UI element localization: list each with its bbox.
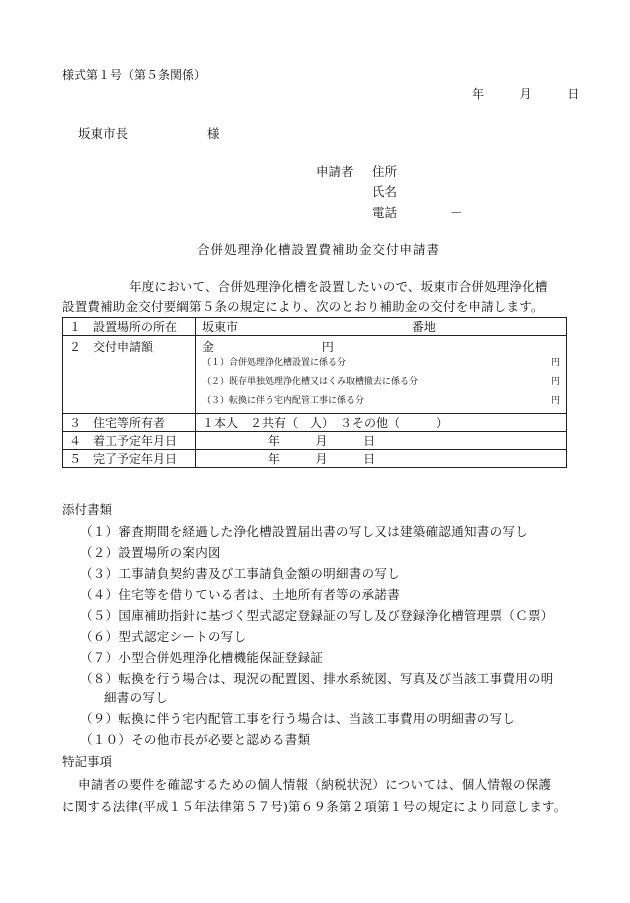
owner-value[interactable]: １本人 ２共有（ 人） ３その他（ ） — [196, 414, 567, 432]
end-year: 年 — [267, 452, 280, 466]
application-table — [62, 317, 567, 468]
notes-line-2: に関する法律(平成１５年法律第５７号)第６９条第２項第１号の規定により同意します。 — [62, 799, 567, 814]
table-row — [63, 318, 567, 336]
end-date-value[interactable] — [196, 450, 567, 468]
amount-item: （２）既存単独処理浄化槽又はくみ取槽撤去に係る分 円 — [202, 377, 560, 387]
attachment-item: （９）転換に伴う宅内配管工事を行う場合は、当該工事費用の明細書の写し — [80, 711, 516, 726]
start-day: 日 — [363, 434, 376, 448]
date-day: 日 — [567, 87, 580, 101]
attachment-item: （３）工事請負契約書及び工事請負金額の明細書の写し — [80, 566, 401, 581]
location-label: １ 設置場所の所在 — [63, 318, 196, 336]
amount-value[interactable] — [196, 336, 567, 414]
attachment-item: （６）型式認定シートの写し — [80, 629, 247, 644]
amount-kin: 金 — [202, 340, 215, 354]
attachment-item: （８）転換を行う場合は、現況の配置図、排水系統図、写真及び当該工事費用の明 — [80, 671, 554, 686]
attachment-item: （１）審査期間を経過した浄化槽設置届出書の写し又は建築確認通知書の写し — [80, 524, 529, 539]
form-number: 様式第１号（第５条関係） — [62, 68, 207, 82]
amount-item: （１）合併処理浄化槽設置に係る分 円 — [202, 358, 560, 368]
attachment-item: （２）設置場所の案内図 — [80, 545, 221, 560]
location-banchi: 番地 — [411, 320, 436, 334]
attachment-item: （４）住宅等を借りている者は、土地所有者等の承諾書 — [80, 587, 401, 602]
applicant-address-label: 住所 — [372, 164, 398, 179]
applicant-phone-dash: － — [450, 205, 463, 220]
owner-label: ３ 住宅等所有者 — [63, 414, 196, 432]
start-date-value[interactable] — [196, 432, 567, 450]
attachment-item-continued: 細書の写し — [104, 690, 169, 705]
end-month: 月 — [315, 452, 328, 466]
notes-line-1: 申請者の要件を確認するための個人情報（納税状況）については、個人情報の保護 — [78, 777, 552, 792]
attachment-item: （１０）その他市長が必要と認める書類 — [80, 732, 311, 747]
end-date-label: ５ 完了予定年月日 — [63, 450, 196, 468]
amount-yen: 円 — [321, 340, 334, 354]
date-year: 年 — [472, 87, 485, 101]
location-city: 坂東市 — [202, 320, 239, 334]
start-date-label: ４ 着工予定年月日 — [63, 432, 196, 450]
table-row — [63, 414, 567, 432]
end-day: 日 — [363, 452, 376, 466]
honorific: 様 — [207, 126, 220, 141]
applicant-name-label: 氏名 — [372, 184, 398, 199]
document-title: 合併処理浄化槽設置費補助金交付申請書 — [197, 242, 441, 257]
start-month: 月 — [315, 434, 328, 448]
table-row — [63, 450, 567, 468]
amount-label: ２ 交付申請額 — [63, 336, 196, 414]
applicant-label: 申請者 — [316, 164, 354, 179]
start-year: 年 — [267, 434, 280, 448]
notes-heading: 特記事項 — [62, 754, 113, 769]
location-value[interactable] — [196, 318, 567, 336]
intro-line-2: 設置費補助金交付要綱第５条の規定により、次のとおり補助金の交付を申請します。 — [62, 299, 544, 314]
intro-line-1: 年度において、合併処理浄化槽を設置したいので、坂東市合併処理浄化槽 — [129, 279, 548, 294]
amount-item: （３）転換に伴う宅内配管工事に係る分 円 — [202, 396, 560, 406]
attachments-heading: 添付書類 — [62, 502, 113, 517]
table-row — [63, 336, 567, 414]
date-line — [472, 85, 579, 102]
applicant-phone-label: 電話 — [372, 205, 398, 220]
date-month: 月 — [519, 87, 532, 101]
table-row — [63, 432, 567, 450]
addressee: 坂東市長 — [78, 126, 129, 141]
attachment-item: （７）小型合併処理浄化槽機能保証登録証 — [80, 650, 324, 665]
attachment-item: （５）国庫補助指針に基づく型式認定登録証の写し及び登録浄化槽管理票（Ｃ票） — [80, 608, 554, 623]
